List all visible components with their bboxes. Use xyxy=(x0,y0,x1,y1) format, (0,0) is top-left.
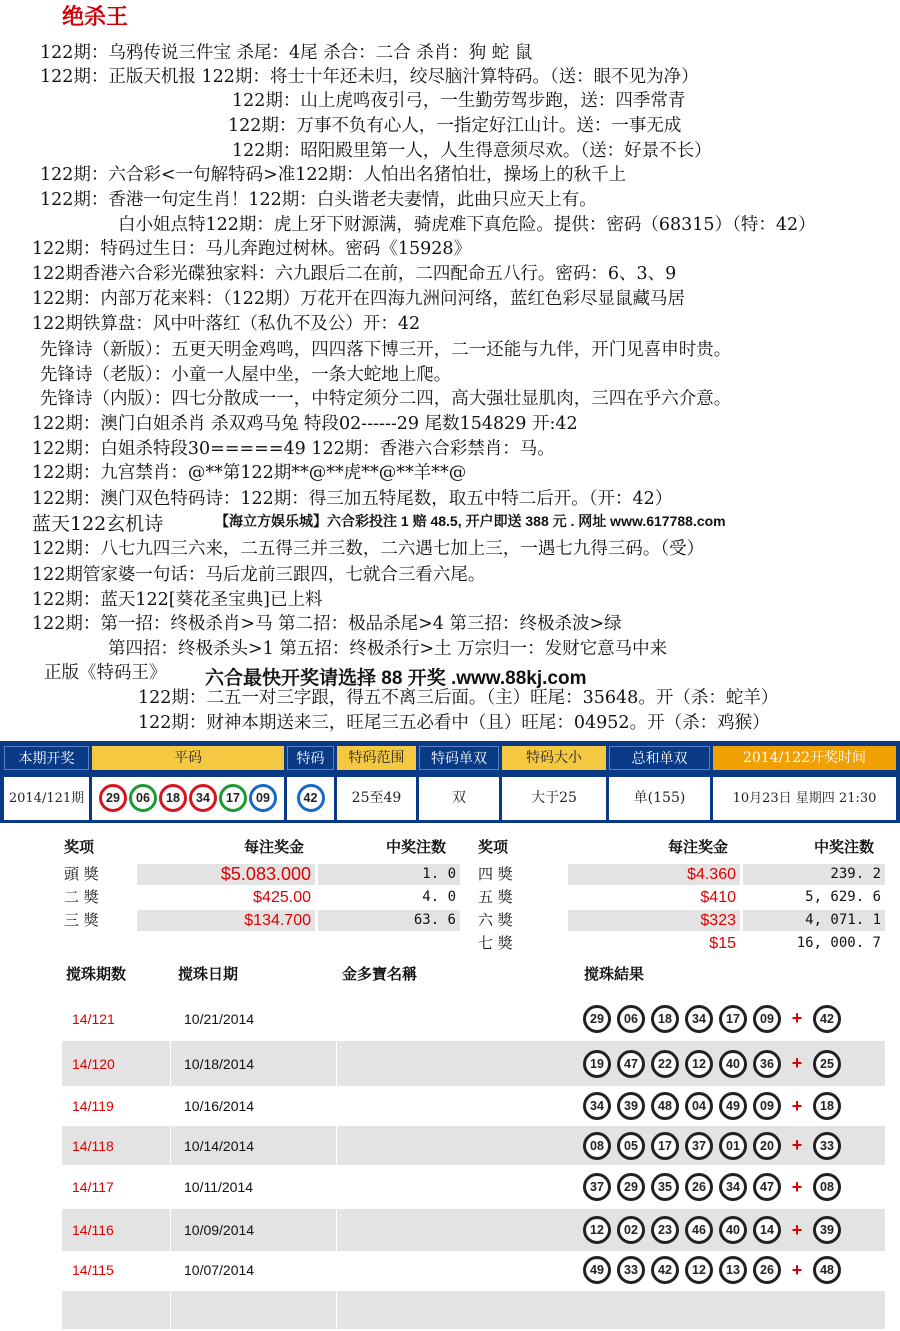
column-divider xyxy=(336,1291,337,1329)
prize-amount: $4.360 xyxy=(687,866,736,883)
text-line: 122期：昭阳殿里第一人，人生得意须尽欢。（送：好景不长） xyxy=(232,141,712,161)
plus-icon: + xyxy=(791,1219,803,1240)
text-line: 122期：六合彩<一句解特码>准122期：人怕出名猪怕壮，操场上的秋千上 xyxy=(40,165,627,185)
prize-name: 五 獎 xyxy=(478,888,513,906)
lottery-ball: 12 xyxy=(685,1256,713,1284)
history-header-date: 搅珠日期 xyxy=(178,965,239,983)
lottery-ball: 06 xyxy=(617,1005,645,1033)
draw-period: 2014/121期 xyxy=(4,777,89,820)
header-sum-odd-even: 总和单双 xyxy=(609,746,710,770)
table-row xyxy=(62,1041,885,1086)
lottery-ball: 34 xyxy=(189,784,217,812)
special-size-value: 大于25 xyxy=(502,777,606,820)
plus-icon: + xyxy=(791,1053,803,1073)
prize-count: 239. 2 xyxy=(830,866,881,882)
prize-name: 四 獎 xyxy=(478,865,513,883)
lottery-ball: 09 xyxy=(753,1092,781,1120)
history-result xyxy=(583,1256,847,1284)
table-row xyxy=(62,1209,885,1251)
lottery-ball: 13 xyxy=(719,1256,747,1284)
prize-header-count: 中奖注数 xyxy=(814,838,875,856)
prize-count: 63. 6 xyxy=(413,912,456,928)
column-divider xyxy=(170,1209,171,1251)
lottery-ball: 18 xyxy=(813,1092,841,1120)
header-special-size: 特码大小 xyxy=(502,746,606,770)
text-line: 122期管家婆一句话：马后龙前三跟四，七就合三看六尾。 xyxy=(32,565,486,585)
lottery-ball: 17 xyxy=(219,784,247,812)
text-line: 白小姐点特122期：虎上牙下财源满，骑虎难下真危险。提供：密码（68315）（特：42） xyxy=(118,215,816,235)
lottery-ball: 36 xyxy=(753,1050,781,1078)
table-row xyxy=(62,996,885,1041)
lottery-ball: 12 xyxy=(583,1216,611,1244)
lottery-ball: 29 xyxy=(99,784,127,812)
lottery-ball: 42 xyxy=(297,784,325,812)
lottery-ball: 17 xyxy=(651,1132,679,1160)
lottery-ball: 25 xyxy=(813,1050,841,1078)
text-line: 122期：内部万花来料：（122期）万花开在四海九洲问河络，蓝红色彩尽显鼠藏马居 xyxy=(32,289,686,309)
lottery-ball: 40 xyxy=(719,1216,747,1244)
header-special: 特码 xyxy=(287,746,334,770)
lottery-ball: 46 xyxy=(685,1216,713,1244)
prize-header-amount: 每注奖金 xyxy=(668,838,729,856)
text-line: 122期：白姐杀特段30=====49 122期：香港六合彩禁肖：马。 xyxy=(32,439,555,459)
column-divider xyxy=(336,1126,337,1165)
text-line: 122期：山上虎鸣夜引弓，一生勤劳驾步跑，送：四季常青 xyxy=(232,91,686,111)
special-odd-even-value: 双 xyxy=(419,777,499,820)
lottery-ball: 42 xyxy=(813,1005,841,1033)
history-result xyxy=(583,1132,847,1160)
header-special-odd-even: 特码单双 xyxy=(419,746,499,770)
prize-name: 頭 獎 xyxy=(64,865,99,883)
history-header-result: 搅珠結果 xyxy=(584,965,645,983)
lottery-ball: 06 xyxy=(129,784,157,812)
plus-icon: + xyxy=(791,1135,803,1155)
history-result xyxy=(583,1050,847,1078)
text-line: 第四招：终极杀头>1 第五招：终极杀行>土 万宗归一：发财它意马中来 xyxy=(108,639,668,659)
lottery-ball: 02 xyxy=(617,1216,645,1244)
history-period: 14/116 xyxy=(72,1222,114,1238)
table-row xyxy=(62,1165,885,1209)
prize-amount: $15 xyxy=(709,935,736,952)
text-line: 122期：乌鸦传说三件宝 杀尾：4尾 杀合：二合 杀肖：狗 蛇 鼠 xyxy=(40,43,533,63)
lottery-ball: 37 xyxy=(685,1132,713,1160)
lottery-ball: 48 xyxy=(651,1092,679,1120)
history-date: 10/18/2014 xyxy=(184,1055,255,1072)
lottery-ball: 47 xyxy=(617,1050,645,1078)
lottery-ball: 49 xyxy=(719,1092,747,1120)
column-divider xyxy=(336,1209,337,1251)
lottery-ball: 26 xyxy=(753,1256,781,1284)
ad-banner-2[interactable]: 六合最快开奖请选择 88 开奖 .www.88kj.com xyxy=(205,668,587,689)
lottery-ball: 14 xyxy=(753,1216,781,1244)
history-result xyxy=(583,1005,847,1033)
next-draw-time-value: 10月23日 星期四 21:30 xyxy=(713,777,896,820)
text-line: 122期：特码过生日：马儿奔跑过树林。密码《15928》 xyxy=(32,239,472,259)
lottery-ball: 04 xyxy=(685,1092,713,1120)
history-date: 10/16/2014 xyxy=(184,1098,255,1114)
special-range-value: 25至49 xyxy=(337,777,416,820)
text-line: 122期香港六合彩光碟独家料：六九跟后二在前，二四配命五八行。密码：6、3、9 xyxy=(32,264,677,284)
history-date: 10/21/2014 xyxy=(184,1010,255,1027)
text-line: 先锋诗（新版）：五更天明金鸡鸣，四四落下博三开，二一还能与九伴，开门见喜申时贵。 xyxy=(40,340,732,360)
prize-amount: $134.700 xyxy=(244,912,311,929)
history-date: 10/11/2014 xyxy=(184,1179,254,1195)
history-period: 14/120 xyxy=(72,1055,115,1072)
table-row xyxy=(62,1126,885,1165)
text-line: 122期：第一招：终极杀肖>马 第二招：极品杀尾>4 第三招：终极杀波>绿 xyxy=(32,614,622,634)
history-period: 14/118 xyxy=(72,1137,114,1154)
text-line: 先锋诗（内版）：四七分散成一一，中特定须分二四，高大强壮显肌肉，三四在乎六介意。 xyxy=(40,389,732,409)
history-period: 14/121 xyxy=(72,1010,115,1027)
text-line: 122期：二五一对三字跟，得五不离三后面。（主）旺尾：35648。开（杀：蛇羊） xyxy=(138,688,779,708)
text-line: 122期：蓝天122[葵花圣宝典]已上料 xyxy=(32,590,323,610)
text-line: 122期：财神本期送来三，旺尾三五必看中（且）旺尾：04952。开（杀：鸡猴） xyxy=(138,713,770,733)
text-line: 先锋诗（老版）：小童一人屋中坐，一条大蛇地上爬。 xyxy=(40,365,452,385)
prize-count: 4, 071. 1 xyxy=(805,912,881,928)
prize-header-count: 中奖注数 xyxy=(386,838,447,856)
history-date: 10/14/2014 xyxy=(184,1137,255,1154)
lottery-ball: 05 xyxy=(617,1132,645,1160)
prize-header-amount: 每注奖金 xyxy=(244,838,305,856)
lottery-ball: 09 xyxy=(753,1005,781,1033)
text-line: 蓝天122玄机诗 xyxy=(32,513,164,535)
prize-amount: $323 xyxy=(700,912,736,929)
lottery-ball: 47 xyxy=(753,1173,781,1201)
lottery-ball: 01 xyxy=(719,1132,747,1160)
lottery-ball: 33 xyxy=(617,1256,645,1284)
lottery-ball: 33 xyxy=(813,1132,841,1160)
column-divider xyxy=(170,1291,171,1329)
prize-name: 二 獎 xyxy=(64,888,99,906)
prize-count: 16, 000. 7 xyxy=(796,935,881,951)
lottery-ball: 34 xyxy=(685,1005,713,1033)
prize-header-name: 奖项 xyxy=(64,838,95,856)
prize-count: 4. 0 xyxy=(422,889,456,905)
prize-count: 1. 0 xyxy=(422,866,456,882)
plus-icon: + xyxy=(791,1095,803,1116)
lottery-ball: 19 xyxy=(583,1050,611,1078)
header-period: 本期开奖 xyxy=(4,746,89,770)
prize-name: 七 獎 xyxy=(478,934,513,952)
prize-amount: $410 xyxy=(700,889,736,906)
lottery-ball: 20 xyxy=(753,1132,781,1160)
lottery-ball: 08 xyxy=(813,1173,841,1201)
lottery-ball: 49 xyxy=(583,1256,611,1284)
lottery-ball: 26 xyxy=(685,1173,713,1201)
lottery-ball: 29 xyxy=(617,1173,645,1201)
history-header-name: 金多寶名稱 xyxy=(342,965,418,983)
header-regular: 平码 xyxy=(92,746,284,770)
header-special-range: 特码范围 xyxy=(337,746,416,770)
prize-name: 六 獎 xyxy=(478,911,513,929)
lottery-ball: 35 xyxy=(651,1173,679,1201)
history-period: 14/115 xyxy=(72,1262,114,1278)
lottery-ball: 34 xyxy=(583,1092,611,1120)
text-line: 122期：澳门双色特码诗：122期：得三加五特尾数，取五中特二后开。（开：42） xyxy=(32,489,673,509)
lottery-ball: 12 xyxy=(685,1050,713,1078)
column-divider xyxy=(170,1126,171,1165)
history-result xyxy=(583,1173,847,1201)
table-row xyxy=(62,1251,885,1289)
history-result xyxy=(583,1216,847,1244)
prize-header-name: 奖项 xyxy=(478,838,509,856)
text-line: 正版《特码王》 xyxy=(44,663,167,683)
lottery-ball: 23 xyxy=(651,1216,679,1244)
plus-icon: + xyxy=(791,1008,803,1028)
text-line: 122期：八七九四三六来，二五得三并三数，二六遇七加上三，一遇七九得三码。（受） xyxy=(32,539,705,559)
lottery-ball: 34 xyxy=(719,1173,747,1201)
column-divider xyxy=(170,1041,171,1086)
text-line: 122期：九宫禁肖：@**第122期**@**虎**@**羊**@ xyxy=(32,463,467,483)
text-line: 122期：正版天机报 122期：将士十年还未归，绞尽脑汁算特码。（送：眼不见为净） xyxy=(40,67,699,87)
prize-amount: $5.083.000 xyxy=(220,864,311,884)
prize-amount: $425.00 xyxy=(253,889,311,906)
history-period: 14/119 xyxy=(72,1098,114,1114)
history-date: 10/09/2014 xyxy=(184,1222,255,1238)
sum-odd-even-value: 单(155) xyxy=(609,777,710,820)
page-title: 绝杀王 xyxy=(62,4,129,30)
plus-icon: + xyxy=(791,1259,803,1280)
lottery-ball: 18 xyxy=(159,784,187,812)
text-line: 122期铁算盘：风中叶落红（私仇不及公）开：42 xyxy=(32,314,421,334)
special-number xyxy=(287,777,334,820)
history-date: 10/07/2014 xyxy=(184,1262,255,1278)
table-row-empty xyxy=(62,1291,885,1329)
lottery-ball: 39 xyxy=(813,1216,841,1244)
lottery-ball: 29 xyxy=(583,1005,611,1033)
header-next-draw-time: 2014/122开奖时间 xyxy=(713,746,896,770)
prize-name: 三 獎 xyxy=(64,911,99,929)
lottery-ball: 48 xyxy=(813,1256,841,1284)
table-row xyxy=(62,1086,885,1126)
text-line: 122期：澳门白姐杀肖 杀双鸡马兔 特段02------29 尾数154829 开:42 xyxy=(32,414,578,434)
ad-banner-1[interactable]: 【海立方娱乐城】六合彩投注 1 赔 48.5, 开户即送 388 元 . 网址 www.617788.com xyxy=(215,513,726,529)
lottery-ball: 39 xyxy=(617,1092,645,1120)
history-header-period: 搅珠期数 xyxy=(66,965,127,983)
text-line: 122期：万事不负有心人，一指定好江山计。送：一事无成 xyxy=(228,116,682,136)
lottery-ball: 37 xyxy=(583,1173,611,1201)
text-line: 122期：香港一句定生肖！122期：白头谐老夫妻情，此曲只应天上有。 xyxy=(40,190,597,210)
history-period: 14/117 xyxy=(72,1179,114,1195)
plus-icon: + xyxy=(791,1176,803,1197)
prize-count: 5, 629. 6 xyxy=(805,889,881,905)
column-divider xyxy=(336,1041,337,1086)
history-result xyxy=(583,1092,847,1120)
lottery-ball: 42 xyxy=(651,1256,679,1284)
lottery-ball: 18 xyxy=(651,1005,679,1033)
lottery-ball: 22 xyxy=(651,1050,679,1078)
lottery-ball: 17 xyxy=(719,1005,747,1033)
lottery-ball: 40 xyxy=(719,1050,747,1078)
regular-numbers xyxy=(92,777,284,820)
lottery-ball: 09 xyxy=(249,784,277,812)
lottery-ball: 08 xyxy=(583,1132,611,1160)
